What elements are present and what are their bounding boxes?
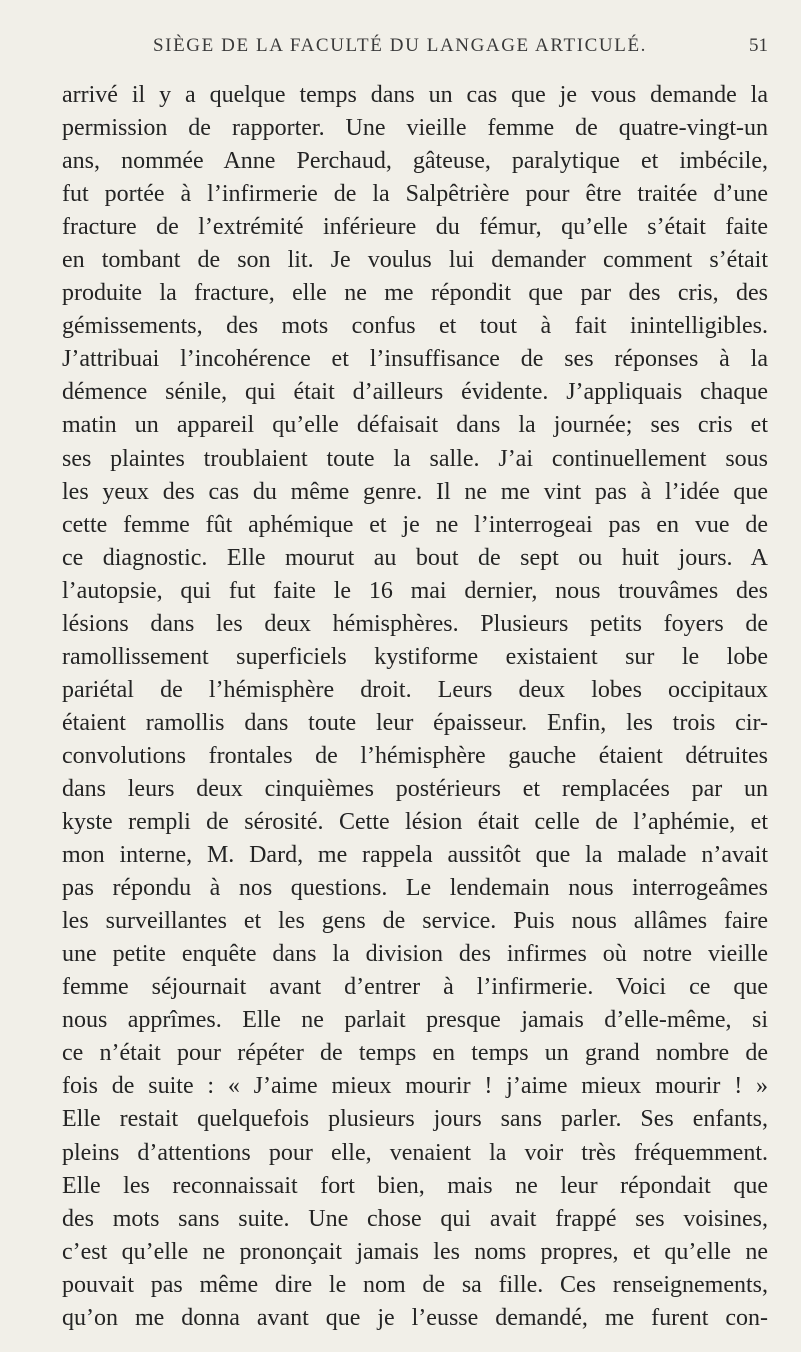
text-line: pariétal de l’hémisphère droit. Leurs deux lobes occipitaux bbox=[62, 676, 768, 703]
text-line: pleins d’attentions pour elle, venaient la voir très fréquemment. bbox=[62, 1139, 768, 1166]
text-line: ce diagnostic. Elle mourut au bout de sept ou huit jours. A bbox=[62, 544, 768, 571]
text-line: arrivé il y a quelque temps dans un cas que je vous demande la bbox=[62, 82, 768, 108]
text-line: Elle les reconnaissait fort bien, mais ne leur répondait que bbox=[62, 1172, 768, 1199]
text-line: produite la fracture, elle ne me répondit que par des cris, des bbox=[62, 280, 768, 307]
text-line: Elle restait quelquefois plusieurs jours sans parler. Ses enfants, bbox=[62, 1106, 768, 1133]
text-line: pouvait pas même dire le nom de sa fille. Ces renseignements, bbox=[62, 1271, 768, 1298]
text-line: kyste rempli de sérosité. Cette lésion était celle de l’aphémie, et bbox=[62, 809, 768, 836]
text-line: une petite enquête dans la division des infirmes où notre vieille bbox=[62, 941, 768, 968]
text-line: ans, nommée Anne Perchaud, gâteuse, paralytique et imbécile, bbox=[62, 148, 768, 175]
text-line: convolutions frontales de l’hémisphère gauche étaient détruites bbox=[62, 742, 768, 769]
text-line: cette femme fût aphémique et je ne l’interrogeai pas en vue de bbox=[62, 511, 768, 538]
text-line: c’est qu’elle ne prononçait jamais les noms propres, et qu’elle ne bbox=[62, 1238, 768, 1265]
text-line: matin un appareil qu’elle défaisait dans la journée; ses cris et bbox=[62, 412, 768, 439]
text-line: dans leurs deux cinquièmes postérieurs et remplacées par un bbox=[62, 775, 768, 802]
text-line: fracture de l’extrémité inférieure du fémur, qu’elle s’était faite bbox=[62, 214, 768, 241]
text-line: femme séjournait avant d’entrer à l’infirmerie. Voici ce que bbox=[62, 974, 768, 1001]
text-line: ses plaintes troublaient toute la salle. J’ai continuellement sous bbox=[62, 445, 768, 472]
text-line: lésions dans les deux hémisphères. Plusieurs petits foyers de bbox=[62, 610, 768, 637]
text-line: démence sénile, qui était d’ailleurs évidente. J’appliquais chaque bbox=[62, 379, 768, 406]
text-line: l’autopsie, qui fut faite le 16 mai dernier, nous trouvâmes des bbox=[62, 577, 768, 604]
text-line: ramollissement superficiels kystiforme existaient sur le lobe bbox=[62, 643, 768, 670]
text-line: étaient ramollis dans toute leur épaisseur. Enfin, les trois cir- bbox=[62, 709, 768, 736]
text-line: qu’on me donna avant que je l’eusse demandé, me furent con- bbox=[62, 1304, 768, 1331]
text-line: les yeux des cas du même genre. Il ne me vint pas à l’idée que bbox=[62, 478, 768, 505]
text-line: fois de suite : « J’aime mieux mourir ! j’aime mieux mourir ! » bbox=[62, 1073, 768, 1100]
text-line: les surveillantes et les gens de service. Puis nous allâmes faire bbox=[62, 908, 768, 935]
running-head: SIÈGE DE LA FACULTÉ DU LANGAGE ARTICULÉ. bbox=[152, 35, 648, 56]
text-line: J’attribuai l’incohérence et l’insuffisance de ses réponses à la bbox=[62, 346, 768, 373]
text-line: en tombant de son lit. Je voulus lui demander comment s’était bbox=[62, 247, 768, 274]
text-line: gémissements, des mots confus et tout à fait inintelligibles. bbox=[62, 313, 768, 340]
text-line: ce n’était pour répéter de temps en temps un grand nombre de bbox=[62, 1040, 768, 1067]
text-line: des mots sans suite. Une chose qui avait frappé ses voisines, bbox=[62, 1205, 768, 1232]
text-line: pas répondu à nos questions. Le lendemain nous interrogeâmes bbox=[62, 875, 768, 902]
text-line: permission de rapporter. Une vieille femme de quatre-vingt-un bbox=[62, 115, 768, 142]
text-line: nous apprîmes. Elle ne parlait presque jamais d’elle-même, si bbox=[62, 1007, 768, 1034]
page-number: 51 bbox=[749, 35, 768, 56]
body-text bbox=[62, 79, 768, 1335]
text-line: mon interne, M. Dard, me rappela aussitôt que la malade n’avait bbox=[62, 842, 768, 869]
text-line: fut portée à l’infirmerie de la Salpêtrière pour être traitée d’une bbox=[62, 181, 768, 208]
